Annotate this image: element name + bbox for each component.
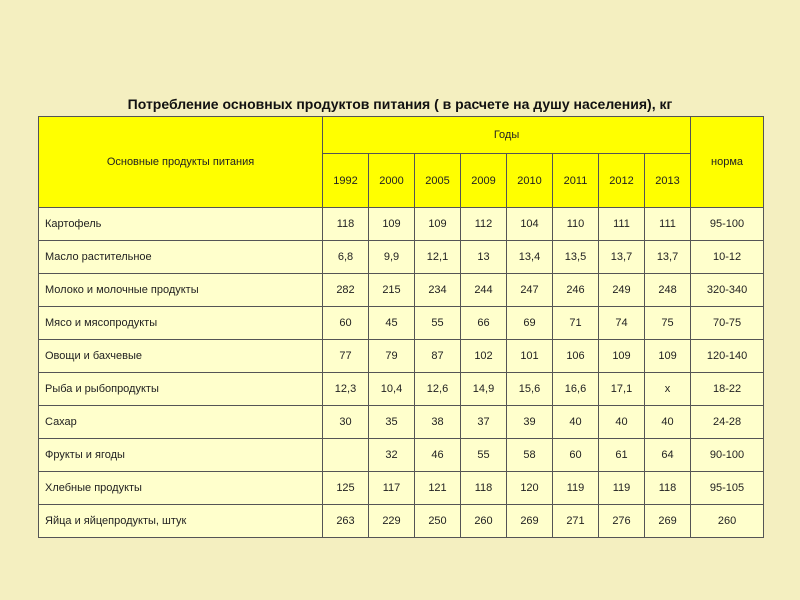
value-cell: 104 xyxy=(507,208,553,241)
product-name-cell: Молоко и молочные продукты xyxy=(39,274,323,307)
table-row xyxy=(39,439,764,472)
value-cell: 6,8 xyxy=(323,241,369,274)
value-cell: 244 xyxy=(461,274,507,307)
value-cell: 15,6 xyxy=(507,373,553,406)
year-header: 2000 xyxy=(369,154,415,208)
norm-header: норма xyxy=(691,117,764,208)
value-cell: 229 xyxy=(369,505,415,538)
year-header: 2012 xyxy=(599,154,645,208)
year-header: 1992 xyxy=(323,154,369,208)
value-cell: 109 xyxy=(645,340,691,373)
value-cell: 110 xyxy=(553,208,599,241)
value-cell: x xyxy=(645,373,691,406)
value-cell: 60 xyxy=(553,439,599,472)
products-header: Основные продукты питания xyxy=(39,117,323,208)
value-cell: 119 xyxy=(599,472,645,505)
value-cell: 282 xyxy=(323,274,369,307)
value-cell: 102 xyxy=(461,340,507,373)
product-name-cell: Рыба и рыбопродукты xyxy=(39,373,323,406)
norm-cell: 120-140 xyxy=(691,340,764,373)
value-cell: 37 xyxy=(461,406,507,439)
value-cell: 247 xyxy=(507,274,553,307)
value-cell: 14,9 xyxy=(461,373,507,406)
table-row xyxy=(39,340,764,373)
norm-cell: 18-22 xyxy=(691,373,764,406)
value-cell: 118 xyxy=(461,472,507,505)
table-row xyxy=(39,472,764,505)
value-cell: 118 xyxy=(645,472,691,505)
value-cell: 234 xyxy=(415,274,461,307)
value-cell: 45 xyxy=(369,307,415,340)
value-cell: 109 xyxy=(415,208,461,241)
value-cell: 271 xyxy=(553,505,599,538)
value-cell: 263 xyxy=(323,505,369,538)
value-cell: 112 xyxy=(461,208,507,241)
years-header: Годы xyxy=(323,117,691,154)
value-cell: 66 xyxy=(461,307,507,340)
value-cell: 249 xyxy=(599,274,645,307)
table-row xyxy=(39,307,764,340)
product-name-cell: Овощи и бахчевые xyxy=(39,340,323,373)
table-row xyxy=(39,274,764,307)
value-cell: 55 xyxy=(461,439,507,472)
value-cell: 215 xyxy=(369,274,415,307)
value-cell: 118 xyxy=(323,208,369,241)
value-cell: 79 xyxy=(369,340,415,373)
value-cell: 40 xyxy=(553,406,599,439)
value-cell: 13,4 xyxy=(507,241,553,274)
value-cell xyxy=(323,439,369,472)
value-cell: 17,1 xyxy=(599,373,645,406)
value-cell: 12,1 xyxy=(415,241,461,274)
value-cell: 269 xyxy=(507,505,553,538)
value-cell: 109 xyxy=(369,208,415,241)
value-cell: 35 xyxy=(369,406,415,439)
value-cell: 71 xyxy=(553,307,599,340)
value-cell: 119 xyxy=(553,472,599,505)
year-header: 2009 xyxy=(461,154,507,208)
year-header: 2010 xyxy=(507,154,553,208)
year-header: 2011 xyxy=(553,154,599,208)
product-name-cell: Мясо и мясопродукты xyxy=(39,307,323,340)
value-cell: 46 xyxy=(415,439,461,472)
value-cell: 101 xyxy=(507,340,553,373)
value-cell: 69 xyxy=(507,307,553,340)
value-cell: 64 xyxy=(645,439,691,472)
product-name-cell: Картофель xyxy=(39,208,323,241)
product-name-cell: Яйца и яйцепродукты, штук xyxy=(39,505,323,538)
year-header: 2005 xyxy=(415,154,461,208)
norm-cell: 90-100 xyxy=(691,439,764,472)
value-cell: 120 xyxy=(507,472,553,505)
page-title: Потребление основных продуктов питания ( в расчете на душу населения), кг xyxy=(127,96,673,112)
table-row xyxy=(39,505,764,538)
product-name-cell: Масло растительное xyxy=(39,241,323,274)
table-row xyxy=(39,406,764,439)
consumption-table xyxy=(38,116,764,538)
product-name-cell: Хлебные продукты xyxy=(39,472,323,505)
norm-cell: 320-340 xyxy=(691,274,764,307)
value-cell: 39 xyxy=(507,406,553,439)
value-cell: 75 xyxy=(645,307,691,340)
value-cell: 87 xyxy=(415,340,461,373)
value-cell: 106 xyxy=(553,340,599,373)
value-cell: 55 xyxy=(415,307,461,340)
norm-cell: 95-100 xyxy=(691,208,764,241)
year-header: 2013 xyxy=(645,154,691,208)
value-cell: 13 xyxy=(461,241,507,274)
table-row xyxy=(39,241,764,274)
value-cell: 13,5 xyxy=(553,241,599,274)
value-cell: 269 xyxy=(645,505,691,538)
value-cell: 10,4 xyxy=(369,373,415,406)
norm-cell: 10-12 xyxy=(691,241,764,274)
value-cell: 117 xyxy=(369,472,415,505)
value-cell: 12,6 xyxy=(415,373,461,406)
value-cell: 60 xyxy=(323,307,369,340)
value-cell: 61 xyxy=(599,439,645,472)
value-cell: 260 xyxy=(461,505,507,538)
value-cell: 40 xyxy=(645,406,691,439)
value-cell: 32 xyxy=(369,439,415,472)
value-cell: 77 xyxy=(323,340,369,373)
value-cell: 121 xyxy=(415,472,461,505)
norm-cell: 260 xyxy=(691,505,764,538)
value-cell: 111 xyxy=(599,208,645,241)
value-cell: 12,3 xyxy=(323,373,369,406)
table-row xyxy=(39,373,764,406)
value-cell: 9,9 xyxy=(369,241,415,274)
value-cell: 246 xyxy=(553,274,599,307)
product-name-cell: Сахар xyxy=(39,406,323,439)
value-cell: 13,7 xyxy=(599,241,645,274)
norm-cell: 24-28 xyxy=(691,406,764,439)
value-cell: 38 xyxy=(415,406,461,439)
product-name-cell: Фрукты и ягоды xyxy=(39,439,323,472)
value-cell: 30 xyxy=(323,406,369,439)
value-cell: 276 xyxy=(599,505,645,538)
value-cell: 109 xyxy=(599,340,645,373)
value-cell: 111 xyxy=(645,208,691,241)
value-cell: 58 xyxy=(507,439,553,472)
value-cell: 250 xyxy=(415,505,461,538)
value-cell: 248 xyxy=(645,274,691,307)
norm-cell: 70-75 xyxy=(691,307,764,340)
value-cell: 13,7 xyxy=(645,241,691,274)
value-cell: 16,6 xyxy=(553,373,599,406)
table-row xyxy=(39,208,764,241)
value-cell: 40 xyxy=(599,406,645,439)
value-cell: 125 xyxy=(323,472,369,505)
norm-cell: 95-105 xyxy=(691,472,764,505)
value-cell: 74 xyxy=(599,307,645,340)
